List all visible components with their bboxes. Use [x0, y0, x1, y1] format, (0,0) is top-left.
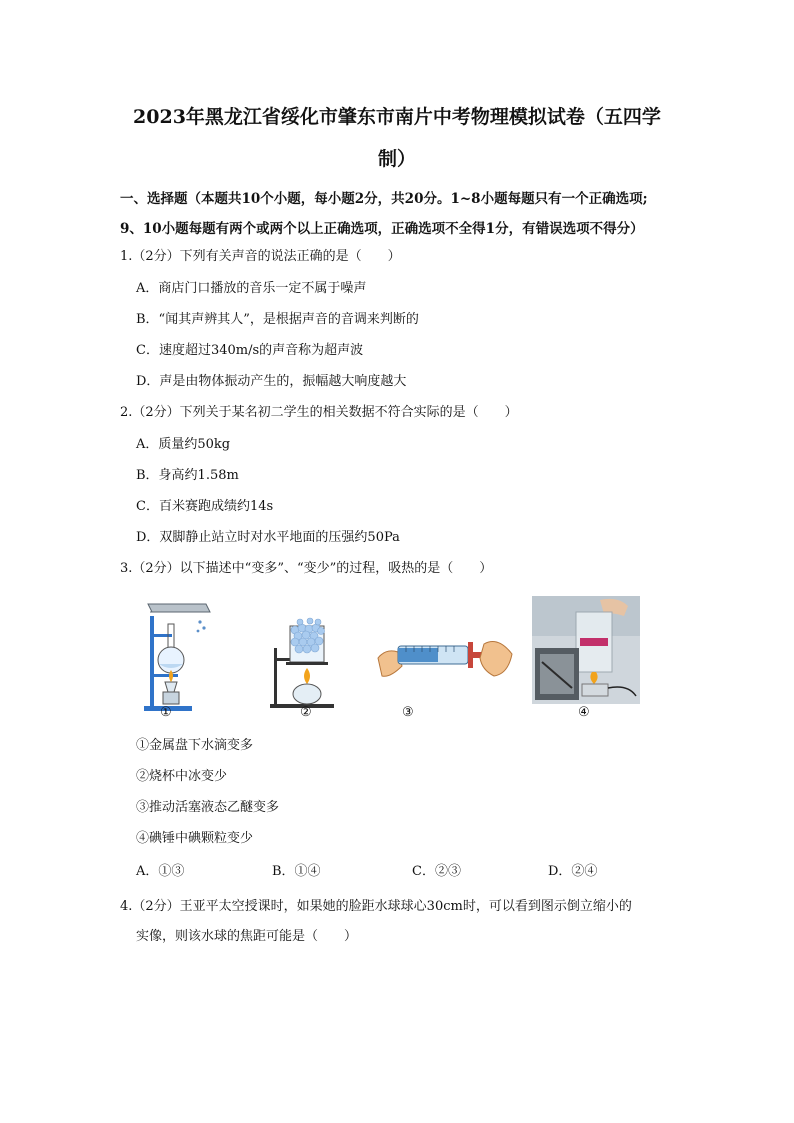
question-3-statement-1: ①金属盘下水滴变多 — [136, 738, 254, 753]
question-3-statement-2: ②烧杯中冰变少 — [136, 769, 228, 784]
question-3-statement-4: ④碘锤中碘颗粒变少 — [136, 831, 254, 846]
question-2-option-d: D．双脚静止站立时对水平地面的压强约50Pa — [136, 530, 400, 545]
section-line-1: 一、选择题（本题共10个小题，每小题2分，共20分。1~8小题每题只有一个正确选项; — [120, 191, 648, 207]
question-1-option-d: D．声是由物体振动产生的，振幅越大响度越大 — [136, 374, 407, 389]
question-3-choice-c: C．②③ — [412, 864, 461, 879]
question-3-statement-3: ③推动活塞液态乙醚变多 — [136, 800, 280, 815]
figure-1-flask-apparatus — [136, 596, 216, 716]
question-2-option-a: A．质量约50kg — [136, 437, 231, 452]
question-4-stem — [120, 892, 700, 952]
figure-4-iodine-photo — [532, 596, 640, 704]
question-3-choice-a: A．①③ — [136, 864, 185, 879]
question-1-option-a: A．商店门口播放的音乐一定不属于噪声 — [136, 281, 367, 296]
question-4-line-2: 实像，则该水球的焦距可能是（ ） — [136, 929, 358, 944]
section-line-2: 9、10小题每题有两个或两个以上正确选项，正确选项不全得1分，有错误选项不得分） — [120, 221, 644, 237]
question-3-choices — [136, 860, 656, 880]
question-1-stem: 1.（2分）下列有关声音的说法正确的是（ ） — [120, 249, 401, 264]
title-line-1: 2023年黑龙江省绥化市肇东市南片中考物理模拟试卷（五四学 — [133, 106, 661, 128]
section-heading — [120, 184, 700, 244]
figure-1-label: ① — [160, 705, 172, 720]
figure-3-syringe — [376, 596, 516, 716]
question-2-stem: 2.（2分）下列关于某名初二学生的相关数据不符合实际的是（ ） — [120, 405, 518, 420]
page-title — [100, 96, 694, 180]
question-1-option-b: B．“闻其声辨其人”，是根据声音的音调来判断的 — [136, 312, 419, 327]
question-4-line-1: 4.（2分）王亚平太空授课时，如果她的脸距水球球心30cm时，可以看到图示倒立缩小的 — [120, 899, 632, 914]
question-2-option-c: C．百米赛跑成绩约14s — [136, 499, 274, 514]
question-3-choice-b: B．①④ — [272, 864, 321, 879]
question-1-option-c: C．速度超过340m/s的声音称为超声波 — [136, 343, 364, 358]
title-line-2: 制） — [377, 148, 416, 170]
figure-2-label: ② — [300, 705, 312, 720]
question-3-stem: 3.（2分）以下描述中“变多”、“变少”的过程，吸热的是（ ） — [120, 561, 493, 576]
question-2-option-b: B．身高约1.58m — [136, 468, 239, 483]
figure-2-ice-beaker — [268, 596, 348, 716]
question-3-choice-d: D．②④ — [548, 864, 598, 879]
figure-3-label: ③ — [402, 705, 414, 720]
figure-4-label: ④ — [578, 705, 590, 720]
